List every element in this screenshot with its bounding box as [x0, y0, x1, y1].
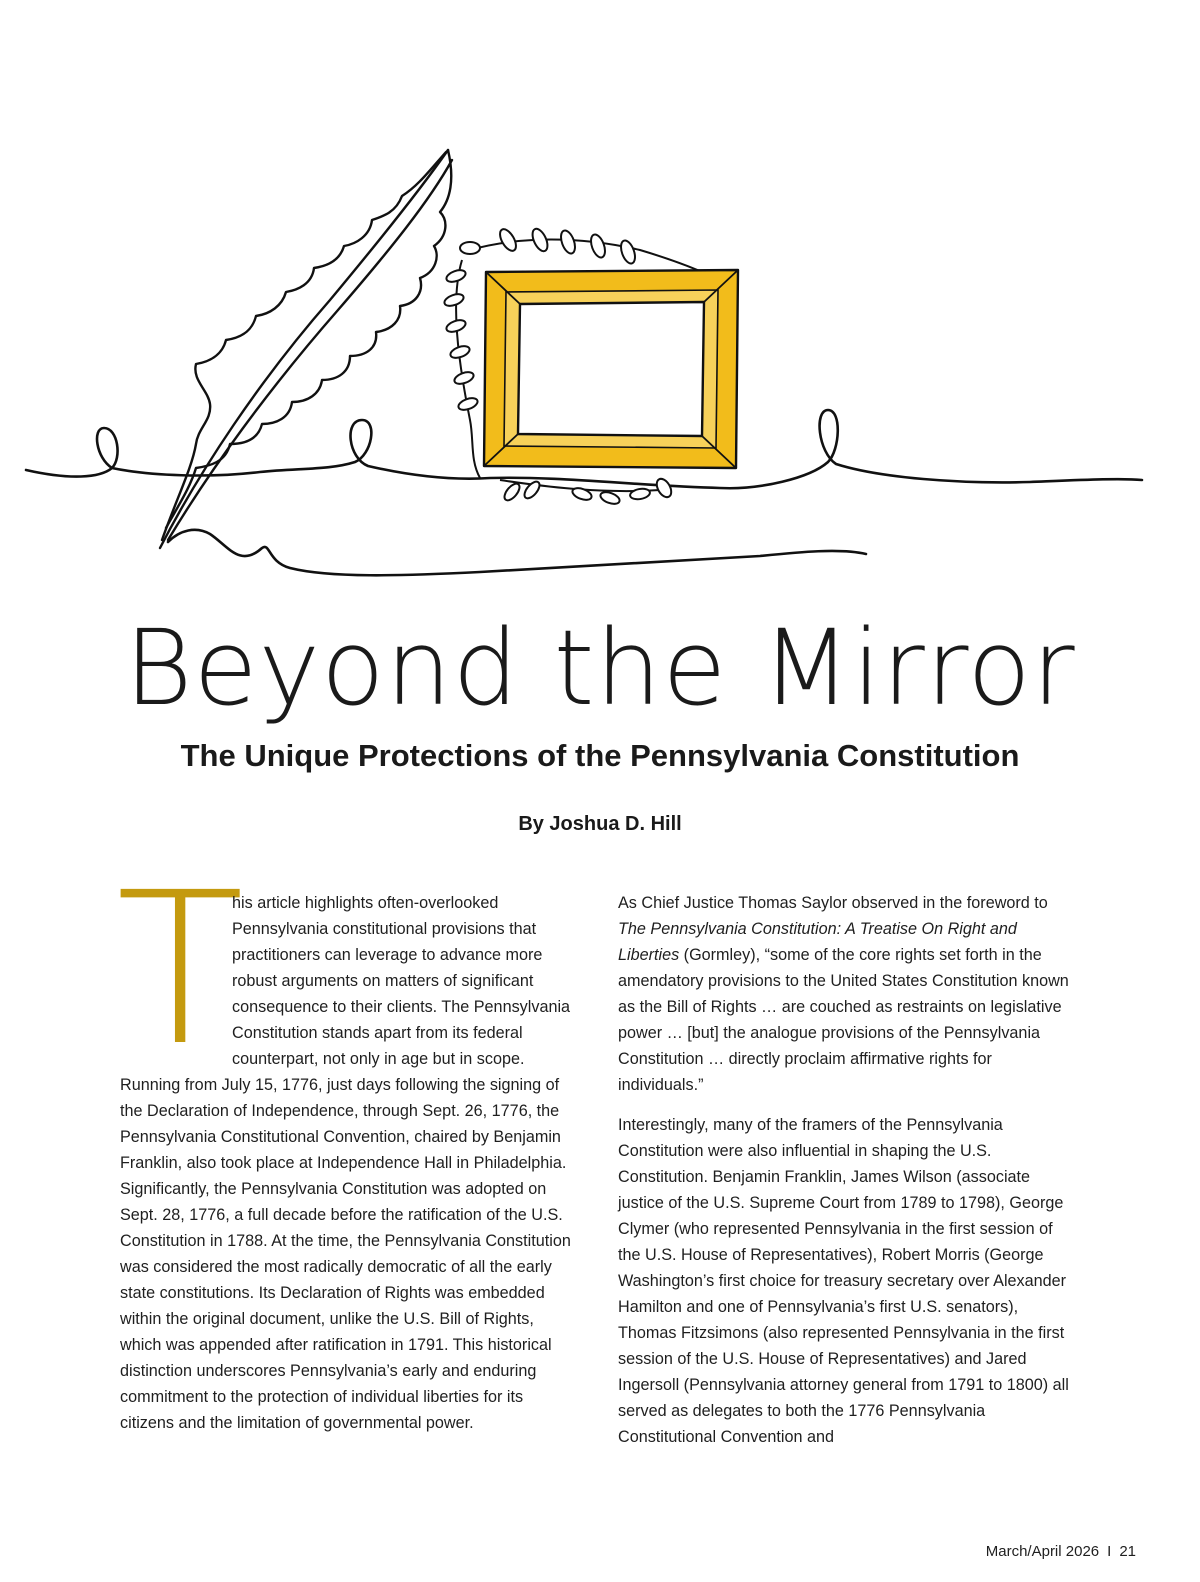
page-footer: [986, 1542, 1136, 1562]
left-paragraph: his article highlights often-overlooked Pennsylvania constitutional provisions that practitioners can leverage to advance more robust arguments on matters of significant consequence to their clients. The Pennsylvania Constitution stands apart from its federal counterpart, not only in age but in scope. Running from July 15, 1776, just days following the signing of the Declaration of Independence, through Sept. 26, 1776, the Pennsylvania Constitutional Convention, chaired by Benjamin Franklin, also took place at Independence Hall in Philadelphia. Significantly, the Pennsylvania Constitution was adopted on Sept. 28, 1776, a full decade before the ratification of the U.S. Constitution in 1788. At the time, the Pennsylvania Constitution was considered the most radically democratic of all the early state constitutions. Its Declaration of Rights was embedded within the original document, unlike the U.S. Bill of Rights, which was appended after ratification in 1791. This historical distinction underscores Pennsylvania’s early and enduring commitment to the protection of individual liberties for its citizens and the limitation of governmental power.: [120, 894, 571, 1432]
drop-cap: T: [116, 847, 245, 1092]
right-paragraph-1: [618, 890, 1073, 1098]
quill-feather-icon: [160, 150, 452, 548]
article-byline: By Joshua D. Hill: [518, 813, 682, 835]
page-number: 21: [1119, 1543, 1136, 1560]
right-paragraph-2: Interestingly, many of the framers of the Pennsylvania Constitution were also influential in shaping the U.S. Constitution. Benjamin Franklin, James Wilson (associate justice of the U.S. Supreme Court from 1789 to 1798), George Clymer (who represented Pennsylvania in the first session of the U.S. House of Representatives), Robert Morris (George Washington’s first choice for treasury secretary over Alexander Hamilton and one of Pennsylvania’s first U.S. senators), Thomas Fitzsimons (also represented Pennsylvania in the first session of the U.S. House of Representatives) and Jared Ingersoll (Pennsylvania attorney general from 1791 to 1800) all served as delegates to both the 1776 Pennsylvania Constitutional Convention and: [618, 1116, 1069, 1446]
header-illustration: [0, 130, 1200, 600]
article-title: Beyond the Mirror: [124, 607, 1076, 729]
right-column: [618, 890, 1073, 1450]
article-subtitle: The Unique Protections of the Pennsylvania Constitution: [180, 738, 1020, 773]
picture-frame-icon: [484, 270, 738, 468]
footer-separator: I: [1107, 1543, 1112, 1560]
right-paragraph-1-start: As Chief Justice Thomas Saylor observed in the foreword to: [618, 894, 1048, 912]
right-paragraph-1-end: (Gormley), “some of the core rights set forth in the amendatory provisions to the United States Constitution known as the Bill of Rights … are couched as restraints on legislative power … [but] the analogue provisions of the Pennsylvania Constitution … directly proclaim affirmative rights for individuals.”: [618, 946, 1069, 1094]
issue-date: March/April 2026: [985, 1543, 1100, 1560]
book-title: The Pennsylvania Constitution: A Treatise On Right and Liberties: [618, 920, 1017, 964]
left-column: [116, 847, 572, 1436]
flourish-line-icon: [168, 530, 866, 575]
